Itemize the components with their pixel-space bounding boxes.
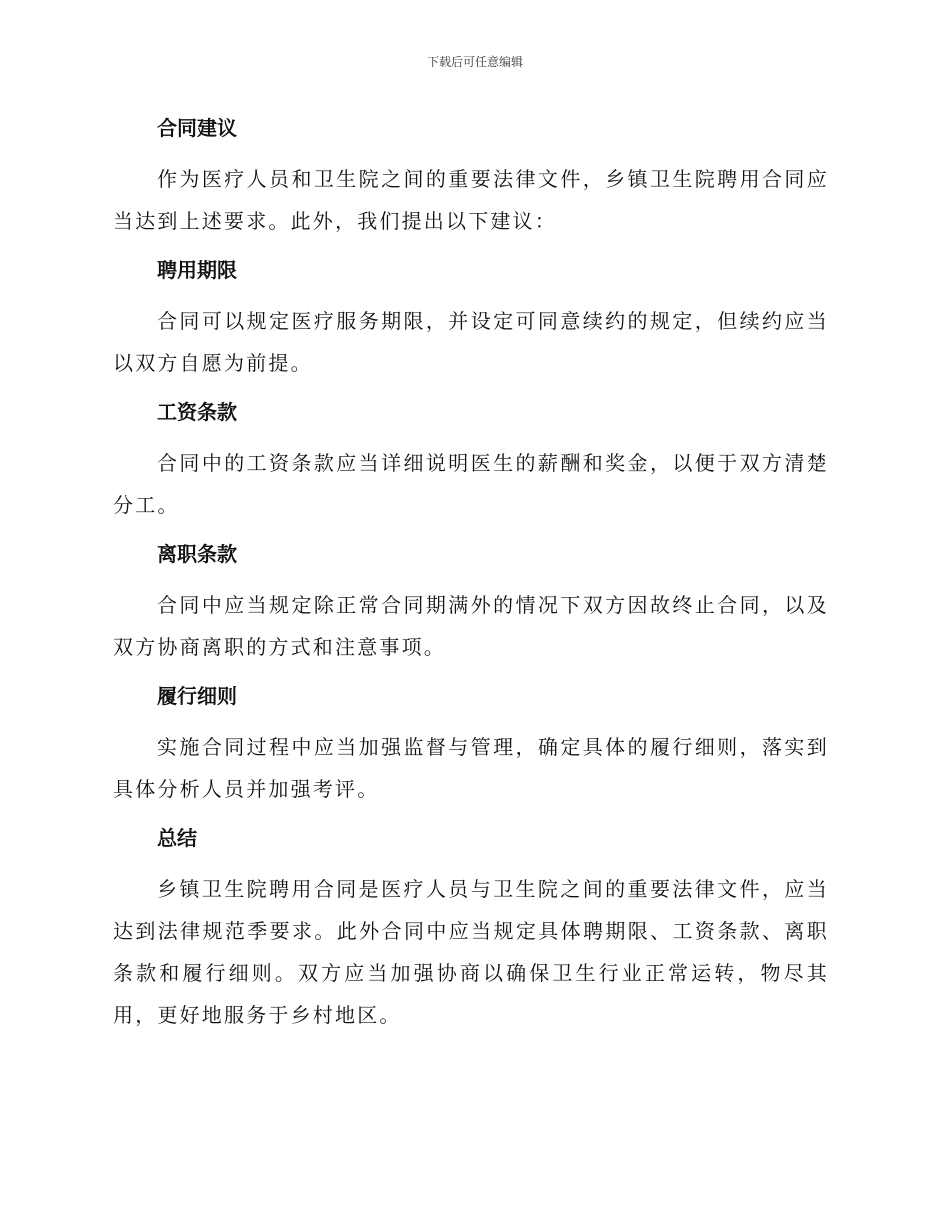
- spacer: [113, 526, 829, 534]
- section-heading-contract-advice: 合同建议: [157, 116, 237, 140]
- section-heading-resignation-clause: 离职条款: [157, 542, 237, 566]
- spacer: [113, 290, 829, 300]
- spacer: [113, 716, 829, 726]
- section-heading-employment-term: 聘用期限: [157, 258, 237, 282]
- page-header-note: 下载后可任意编辑: [426, 55, 523, 69]
- section-paragraph-performance-rules: 实施合同过程中应当加强监督与管理，确定具体的履行细则，落实到具体分析人员并加强考评。: [113, 735, 829, 801]
- section-paragraph-summary: 乡镇卫生院聘用合同是医疗人员与卫生院之间的重要法律文件，应当达到法律规范季要求。此外合同中应当规定具体聘期限、工资条款、离职条款和履行细则。双方应当加强协商以确保卫生行业正常运转，物尽其用，更好地服务于乡村地区。: [113, 877, 829, 1027]
- spacer: [113, 574, 829, 584]
- spacer: [113, 810, 829, 818]
- document-body: [113, 108, 829, 1036]
- spacer: [113, 242, 829, 250]
- spacer: [113, 858, 829, 868]
- section-heading-summary: 总结: [157, 826, 197, 850]
- spacer: [113, 384, 829, 392]
- section-paragraph-resignation-clause: 合同中应当规定除正常合同期满外的情况下双方因故终止合同，以及双方协商离职的方式和注意事项。: [113, 593, 829, 659]
- section-paragraph-salary-clause: 合同中的工资条款应当详细说明医生的薪酬和奖金，以便于双方清楚分工。: [113, 451, 829, 517]
- section-paragraph-contract-advice: 作为医疗人员和卫生院之间的重要法律文件，乡镇卫生院聘用合同应当达到上述要求。此外，我们提出以下建议：: [113, 167, 829, 233]
- section-heading-salary-clause: 工资条款: [157, 400, 237, 424]
- spacer: [113, 148, 829, 158]
- spacer: [113, 668, 829, 676]
- section-heading-performance-rules: 履行细则: [157, 684, 237, 708]
- spacer: [113, 432, 829, 442]
- section-paragraph-employment-term: 合同可以规定医疗服务期限，并设定可同意续约的规定，但续约应当以双方自愿为前提。: [113, 309, 829, 375]
